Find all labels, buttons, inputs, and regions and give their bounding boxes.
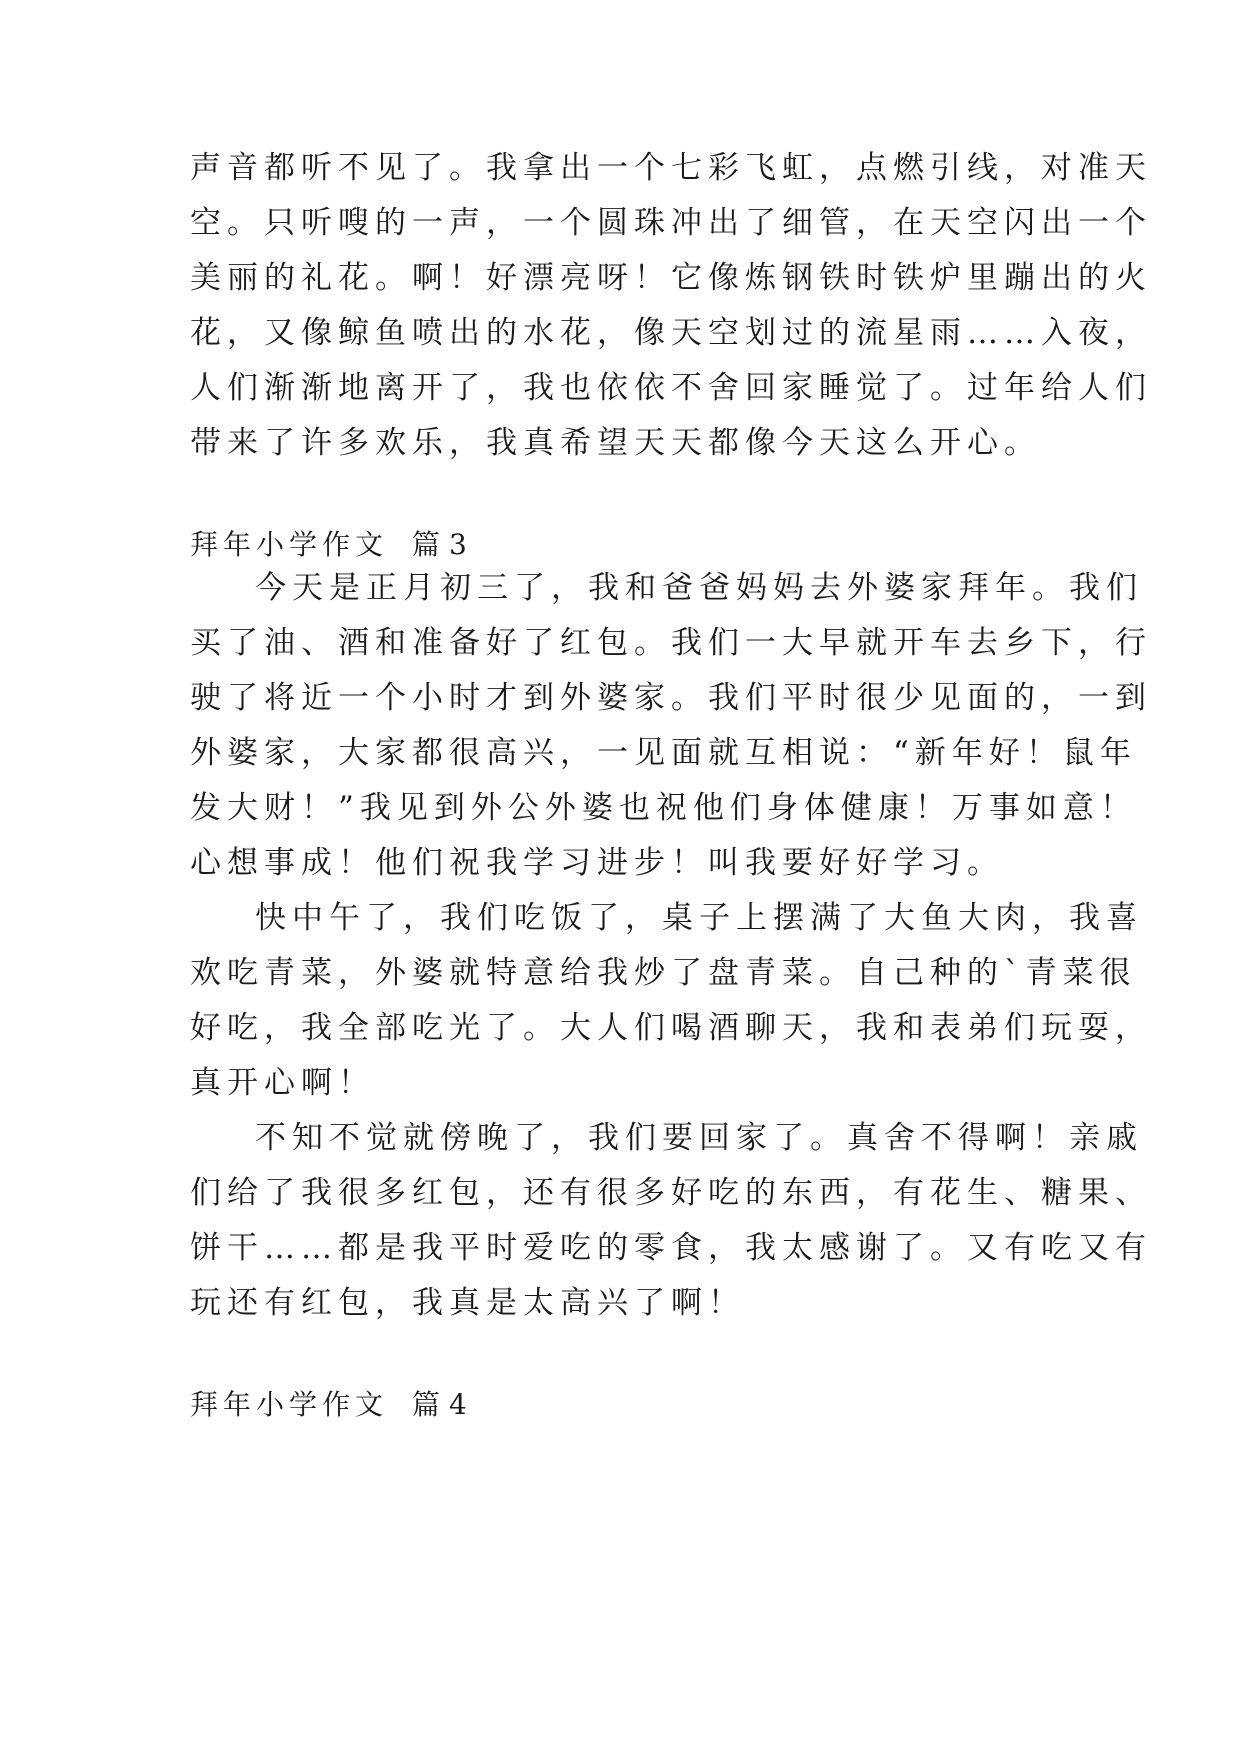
text-line: 不知不觉就傍晚了，我们要回家了。真舍不得啊！亲戚 (255, 1120, 1143, 1156)
text-line: 真开心啊！ (190, 1065, 375, 1101)
text-line: 快中午了，我们吃饭了，桌子上摆满了大鱼大肉，我喜 (255, 900, 1143, 936)
text-line: 空。只听嗖的一声，一个圆珠冲出了细管，在天空闪出一个 (190, 205, 1152, 241)
text-line: 发大财！”我见到外公外婆也祝他们身体健康！万事如意！ (190, 790, 1137, 826)
text-line: 饼干……都是我平时爱吃的零食，我太感谢了。又有吃又有 (190, 1230, 1152, 1266)
text-line: 好吃，我全部吃光了。大人们喝酒聊天，我和表弟们玩耍， (190, 1010, 1152, 1046)
section-label: 篇 (411, 1388, 445, 1421)
section-title: 拜年小学作文 (190, 528, 389, 561)
section-number: 3 (448, 528, 467, 561)
text-line: 们给了我很多红包，还有很多好吃的东西，有花生、糖果、 (190, 1175, 1152, 1211)
text-line: 声音都听不见了。我拿出一个七彩飞虹，点燃引线，对准天 (190, 150, 1152, 186)
text-line: 买了油、酒和准备好了红包。我们一大早就开车去乡下，行 (190, 625, 1152, 661)
text-line: 带来了许多欢乐，我真希望天天都像今天这么开心。 (190, 425, 1041, 461)
text-line: 人们渐渐地离开了，我也依依不舍回家睡觉了。过年给人们 (190, 370, 1152, 406)
text-line: 欢吃青菜，外婆就特意给我炒了盘青菜。自己种的`青菜很 (190, 955, 1137, 991)
text-line: 心想事成！他们祝我学习进步！叫我要好好学习。 (190, 845, 1004, 881)
text-line: 花，又像鲸鱼喷出的水花，像天空划过的流星雨……入夜， (190, 315, 1152, 351)
text-line: 玩还有红包，我真是太高兴了啊！ (190, 1285, 745, 1321)
section-heading (190, 525, 467, 565)
text-line: 驶了将近一个小时才到外婆家。我们平时很少见面的，一到 (190, 680, 1152, 716)
section-title: 拜年小学作文 (190, 1388, 389, 1421)
section-heading (190, 1385, 467, 1425)
text-line: 外婆家，大家都很高兴，一见面就互相说：“新年好！鼠年 (190, 735, 1137, 771)
text-line: 美丽的礼花。啊！好漂亮呀！它像炼钢铁时铁炉里蹦出的火 (190, 260, 1152, 296)
text-line: 今天是正月初三了，我和爸爸妈妈去外婆家拜年。我们 (255, 570, 1143, 606)
section-number: 4 (448, 1388, 467, 1421)
section-label: 篇 (411, 528, 445, 561)
